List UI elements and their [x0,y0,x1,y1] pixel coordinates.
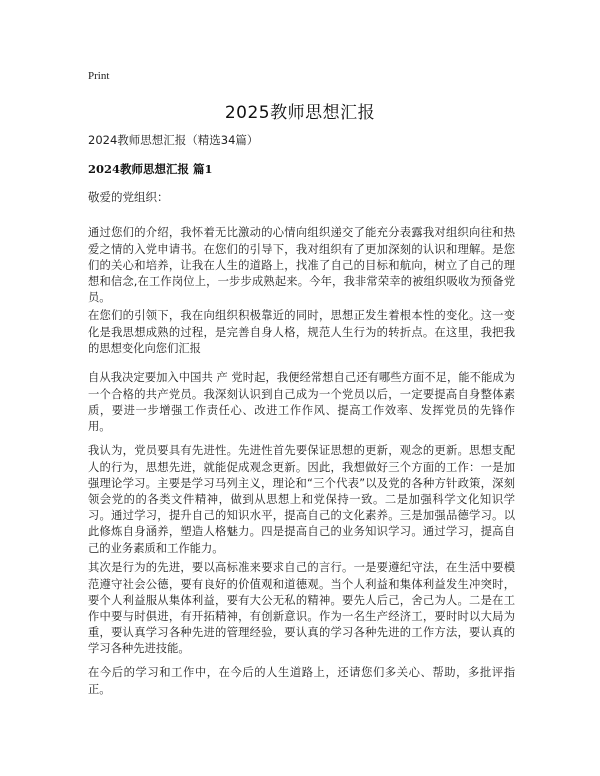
paragraph-3: 自从我决定要加入中国共 产 党时起，我便经常想自己还有哪些方面不足，能不能成为一个合格的共产党员。我深刻认识到自己成为一个党员以后，一定要提高自身整体素质，要进一步增强工作责任心、改进工作作风、提高工作效率、发挥党员的先锋作用。 [88,371,515,433]
document-subtitle: 2024教师思想汇报（精选34篇） [88,133,259,147]
salutation: 敬爱的党组织： [88,190,169,204]
paragraph-4: 我认为，党员要具有先进性。先进性首先要保证思想的更新，观念的更新。思想支配人的行为，思想先进，就能促成观念更新。因此，我想做好三个方面的工作：一是加强理论学习。主要是学习马列主义，理论和“三个代表”以及党的各种方针政策，深刻领会党的的各类文件精神，做到从思想上和党保持一致。二是加强科学文化知识学习。通过学习，提升自己的知识水平，提高自己的文化素养。三是加强品德学习。以此修炼自身涵养，塑造人格魅力。四是提高自己的业务知识学习。通过学习，提高自己的业务素质和工作能力。 [88,444,515,555]
paragraph-1: 通过您们的介绍，我怀着无比激动的心情向组织递交了能充分表露我对组织向往和热爱之情的入党申请书。在您们的引导下，我对组织有了更加深刻的认识和理解。是您们的关心和培养，让我在人生的道路上，找准了自己的目标和航向，树立了自己的理想和信念,在工作岗位上，一步步成熟起来。今年，我非常荣幸的被组织吸收为预备党员。 [88,226,515,305]
document-title: 2025教师思想汇报 [224,103,376,123]
paragraph-6: 在今后的学习和工作中，在今后的人生道路上，还请您们多关心、帮助，多批评指正。 [88,666,515,696]
section-heading: 2024教师思想汇报 篇1 [88,162,213,176]
paragraph-5: 其次是行为的先进，要以高标准来要求自己的言行。一是要遵纪守法，在生活中要模范遵守社会公德，要有良好的价值观和道德观。当个人利益和集体利益发生冲突时，要个人利益服从集体利益，要有大公无私的精神。要先人后己，舍己为人。二是在工作中要与时俱进，有开拓精神，有创新意识。作为一名生产经济工，要时时以大局为重，要认真学习各种先进的管理经验，要认真的学习各种先进的工作方法，要认真的学习各种先进技能。 [88,561,515,656]
paragraph-2: 在您们的引领下，我在向组织积极靠近的同时，思想正发生着根本性的变化。这一变化是我思想成熟的过程，是完善自身人格，规范人生行为的转折点。在这里，我把我的思想变化向您们汇报 [88,309,515,355]
print-label: Print [88,70,110,82]
